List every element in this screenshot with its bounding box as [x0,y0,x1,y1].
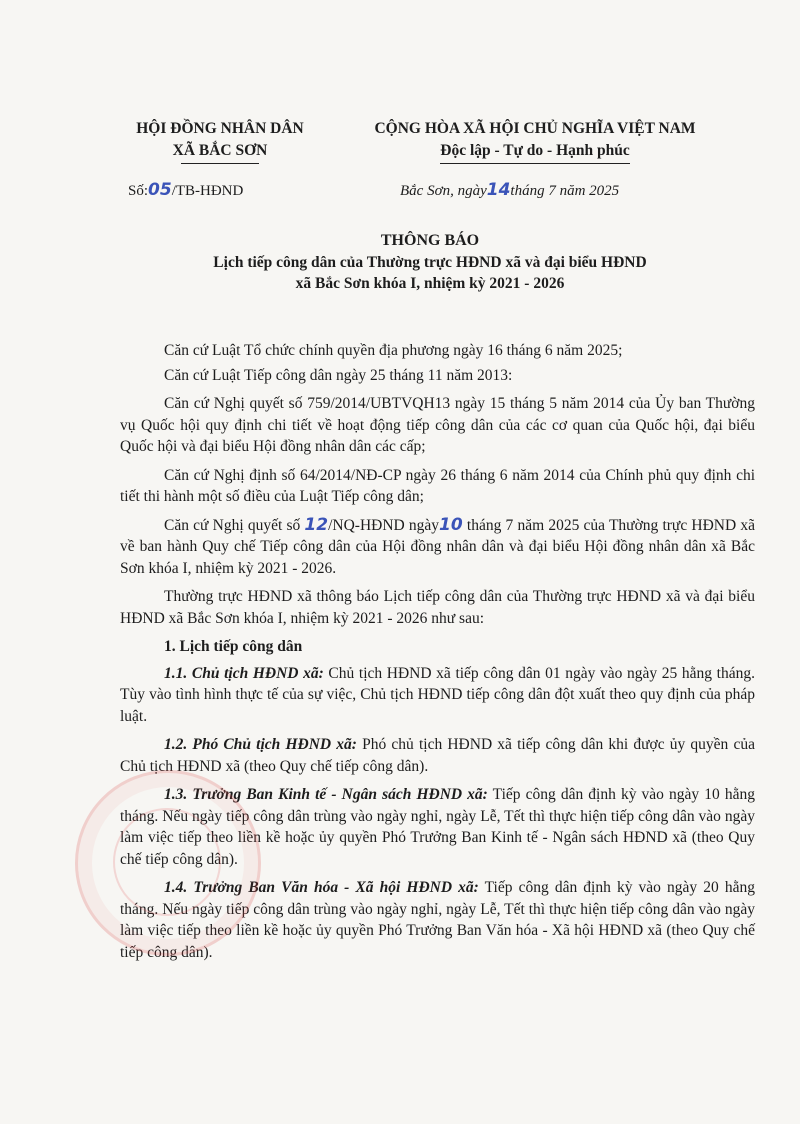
document-title: THÔNG BÁO [380,232,480,249]
date-day-handwritten: 14 [486,180,511,200]
section-1-4-lead: 1.4. Trưởng Ban Văn hóa - Xã hội HĐND xã: [164,879,479,896]
number-suffix: /TB-HĐND [171,183,244,199]
authority-line-1: HỘI ĐỒNG NHÂN DÂN [136,120,304,137]
document-title-block [120,230,740,294]
section-1-2 [120,734,755,777]
legal-basis-5 [120,515,755,580]
document-number [128,180,243,200]
document-subtitle-2: xã Bắc Sơn khóa I, nhiệm kỳ 2021 - 2026 [295,275,565,292]
basis-5-part-a: Căn cứ Nghị quyết số [164,516,305,534]
section-1-1 [120,663,755,728]
basis-5-handwritten-day: 10 [439,514,463,535]
section-1-1-lead: 1.1. Chủ tịch HĐND xã: [164,664,324,682]
date-suffix: tháng 7 năm 2025 [510,183,620,199]
section-1-3-lead: 1.3. Trưởng Ban Kinh tế - Ngân sách HĐND xã: [164,786,488,803]
authority-line-2: XÃ BẮC SƠN [172,142,268,159]
legal-basis-1: Căn cứ Luật Tổ chức chính quyền địa phương ngày 16 tháng 6 năm 2025; [164,342,623,359]
section-1-2-lead: 1.2. Phó Chủ tịch HĐND xã: [164,736,357,753]
legal-basis-2: Căn cứ Luật Tiếp công dân ngày 25 tháng 11 năm 2013: [164,366,513,384]
date-prefix: Bắc Sơn, ngày [400,183,487,199]
section-1-3-text: Tiếp công dân định kỳ vào ngày 10 hằng tháng. Nếu ngày tiếp công dân trùng vào ngày nghỉ, ngày Lễ, Tết thì thực hiện tiếp công dân vào ngày làm việc tiếp theo liền kề hoặc ủy quyền Phó Trưởng Ban Kinh tế - Ngân sách HĐND xã (theo Quy chế tiếp công dân). [120,786,755,868]
section-1-4-text: Tiếp công dân định kỳ vào ngày 20 hằng tháng. Nếu ngày tiếp công dân trùng vào ngày nghỉ, ngày Lễ, Tết thì thực hiện tiếp công dân vào ngày làm việc tiếp theo liền kề hoặc ủy quyền Phó Trưởng Ban Văn hóa - Xã hội HĐND xã (theo Quy chế tiếp công dân). [120,879,755,961]
legal-basis-4: Căn cứ Nghị định số 64/2014/NĐ-CP ngày 26 tháng 6 năm 2014 của Chính phủ quy định chi tiết thi hành một số điều của Luật Tiếp công dân; [120,466,755,505]
section-1-2-text: Phó chủ tịch HĐND xã tiếp công dân khi được ủy quyền của Chủ tịch HĐND xã (theo Quy chế tiếp công dân). [120,736,755,775]
official-seal-stamp [75,770,261,956]
national-motto [355,118,715,164]
number-handwritten: 05 [148,180,172,200]
section-1-1-text: Chủ tịch HĐND xã tiếp công dân 01 ngày vào ngày 25 hằng tháng. Tùy vào tình hình thực tế của sự việc, Chủ tịch HĐND tiếp công dân đột xuất theo quy định của pháp luật. [120,664,755,725]
document-subtitle-1: Lịch tiếp công dân của Thường trực HĐND xã và đại biểu HĐND [213,254,647,271]
section-1-heading: 1. Lịch tiếp công dân [164,638,303,655]
basis-5-part-b: /NQ-HĐND ngày [328,516,440,534]
authority-underline [181,163,259,164]
announcement-intro: Thường trực HĐND xã thông báo Lịch tiếp công dân của Thường trực HĐND xã và đại biểu HĐND xã Bắc Sơn khóa I, nhiệm kỳ 2021 - 2026 như sau: [120,588,755,627]
motto-underline [440,163,630,164]
legal-basis-3: Căn cứ Nghị quyết số 759/2014/UBTVQH13 ngày 15 tháng 5 năm 2014 của Ủy ban Thường vụ Quốc hội quy định chi tiết về hoạt động tiếp công dân của các cơ quan của Quốc hội, đại biểu Quốc hội và đại biểu Hội đồng nhân dân các cấp; [120,395,755,455]
document-date [400,180,619,200]
basis-5-handwritten-number: 12 [304,514,329,535]
issuing-authority [105,118,335,164]
motto: Độc lập - Tự do - Hạnh phúc [440,142,630,159]
country-name: CỘNG HÒA XÃ HỘI CHỦ NGHĨA VIỆT NAM [374,120,696,137]
basis-5-part-c: tháng 7 năm 2025 của Thường trực HĐND xã về ban hành Quy chế Tiếp công dân của Hội đồng nhân dân và đại biểu Hội đồng nhân dân xã Bắc Sơn khóa I, nhiệm kỳ 2021 - 2026. [120,516,755,577]
number-prefix: Số: [128,183,149,199]
